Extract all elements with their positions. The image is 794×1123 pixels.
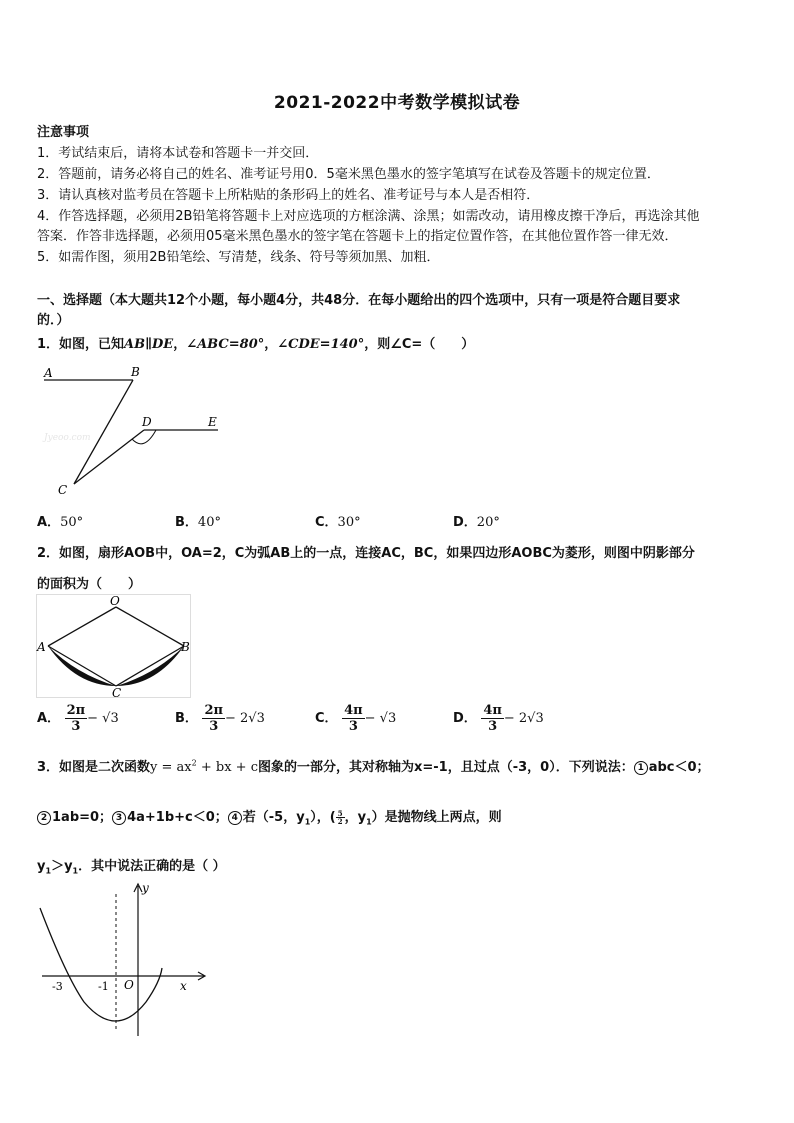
q3-mark-4: 4 bbox=[228, 811, 242, 825]
q2-option-a-frac bbox=[65, 703, 88, 734]
q2-option-b-num: 2π bbox=[204, 703, 224, 718]
q3-stem-3 bbox=[37, 855, 226, 876]
q2-stem-2: 的面积为（ ） bbox=[37, 577, 142, 592]
q3-label-minus3: -3 bbox=[52, 980, 63, 993]
q1-option-a-letter: A． bbox=[37, 515, 61, 530]
q2-option-c-letter: C． bbox=[315, 711, 338, 726]
q3-l3-sub1: 1 bbox=[45, 866, 52, 876]
q1-option-b-letter: B． bbox=[175, 515, 198, 530]
q3-s3-text: 4a+1b+c＜0； bbox=[127, 810, 228, 825]
q1-cond3: ∠CDE=140° bbox=[277, 337, 365, 352]
q2-line-oa bbox=[48, 607, 116, 646]
section-heading-cont: 的．） bbox=[37, 313, 70, 328]
q3-part2: 图象的一部分，其对称轴为x=-1，且过点（-3，0）．下列说法： bbox=[257, 760, 634, 775]
q2-option-c-den: 3 bbox=[348, 719, 358, 734]
q2-option-a-letter: A． bbox=[37, 711, 61, 726]
q3-l3-end: ．其中说法正确的是（ ） bbox=[78, 859, 226, 874]
q2-option-b-rest: − 2√3 bbox=[225, 711, 265, 726]
q2-label-o: O bbox=[110, 594, 120, 608]
q1-label-b: B bbox=[131, 365, 140, 379]
q3-stem-1 bbox=[37, 756, 710, 775]
q2-line-cb bbox=[116, 646, 184, 686]
page-title: 2021-2022中考数学模拟试卷 bbox=[273, 93, 521, 113]
q3-mark-1: 1 bbox=[634, 761, 648, 775]
q2-figure-frame bbox=[37, 595, 191, 698]
q3-s4-den: 2 bbox=[337, 817, 343, 826]
q2-option-d-rest: − 2√3 bbox=[503, 711, 544, 726]
q1-stem bbox=[37, 333, 474, 352]
q3-s4-frac bbox=[336, 810, 345, 825]
q3-l3-sub2: 1 bbox=[72, 866, 79, 876]
q1-line-bc bbox=[74, 380, 133, 484]
q3-stem-2 bbox=[37, 806, 502, 827]
notice-item-5: 5．如需作图，须用2B铅笔绘、写清楚，线条、符号等须加黑、加粗． bbox=[37, 250, 440, 265]
q1-suffix: ，则∠C=（ ） bbox=[364, 337, 475, 352]
q3-func-a: y = ax bbox=[150, 760, 192, 775]
q3-part1: 3．如图是二次函数 bbox=[37, 760, 151, 775]
q3-mark-3: 3 bbox=[112, 811, 126, 825]
q3-s1-text: abc＜0； bbox=[648, 760, 710, 775]
q2-option-c-frac bbox=[342, 703, 365, 734]
q2-option-b bbox=[175, 703, 265, 734]
q1-sep1: ， bbox=[173, 337, 187, 352]
q3-s4-sub1: 1 bbox=[304, 817, 311, 827]
q3-func-sup: 2 bbox=[191, 758, 197, 768]
notice-heading: 注意事项 bbox=[37, 125, 90, 140]
q3-label-x: x bbox=[180, 979, 187, 993]
q1-option-a bbox=[37, 511, 83, 530]
q3-figure bbox=[34, 876, 214, 1040]
q1-option-c bbox=[315, 511, 361, 530]
q2-option-a bbox=[37, 703, 119, 734]
q2-option-d-den: 3 bbox=[488, 719, 498, 734]
q3-func-b: + bx + c bbox=[196, 760, 258, 775]
q2-option-d-frac bbox=[481, 703, 504, 734]
notice-item-4: 4．作答选择题，必须用2B铅笔将答题卡上对应选项的方框涂满、涂黑；如需改动，请用橡皮擦干净后，再选涂其他 bbox=[37, 209, 700, 224]
q1-label-c: C bbox=[58, 483, 68, 497]
q2-option-b-den: 3 bbox=[209, 719, 219, 734]
q3-s2-text: 1ab=0； bbox=[52, 810, 113, 825]
q3-s4-end: ）是抛物线上两点，则 bbox=[371, 810, 502, 825]
q3-label-minus1: -1 bbox=[98, 980, 109, 993]
q3-s4-sub2: 1 bbox=[366, 817, 372, 827]
q2-option-b-letter: B． bbox=[175, 711, 198, 726]
q1-option-c-letter: C． bbox=[315, 515, 338, 530]
q2-option-b-frac bbox=[202, 703, 225, 734]
q1-option-b-text: 40° bbox=[197, 515, 221, 530]
q2-option-c-num: 4π bbox=[344, 703, 363, 718]
q3-s4-num: 5 bbox=[337, 809, 343, 818]
q2-option-a-rest: − √3 bbox=[87, 711, 119, 726]
q3-label-y: y bbox=[142, 881, 149, 895]
q2-stem-1: 2．如图，扇形AOB中，OA=2，C为弧AB上的一点，连接AC，BC，如果四边形AOBC为菱形，则图中阴影部分 bbox=[37, 546, 695, 561]
notice-item-4-cont: 答案．作答非选择题，必须用05毫米黑色墨水的签字笔在答题卡上的指定位置作答，在其他位置作答一律无效． bbox=[37, 229, 678, 244]
q3-parabola bbox=[40, 908, 162, 1021]
q2-option-c-rest: − √3 bbox=[364, 711, 397, 726]
q1-watermark: Jyeoo.com bbox=[44, 433, 91, 443]
q2-option-c bbox=[315, 703, 396, 734]
q2-label-a: A bbox=[37, 640, 46, 654]
q3-mark-2: 2 bbox=[37, 811, 51, 825]
q3-s4-mid2: ，y bbox=[344, 810, 367, 825]
q2-option-d bbox=[453, 703, 544, 734]
q2-option-d-num: 4π bbox=[483, 703, 502, 718]
q1-option-d bbox=[453, 511, 500, 530]
notice-item-2: 2．答题前，请务必将自己的姓名、准考证号用0．5毫米黑色墨水的签字笔填写在试卷及答题卡的规定位置． bbox=[37, 167, 660, 182]
q2-option-a-den: 3 bbox=[71, 719, 81, 734]
q1-cond2: ∠ABC=80° bbox=[186, 337, 265, 352]
notice-item-3: 3．请认真核对监考员在答题卡上所粘贴的条形码上的姓名、准考证号与本人是否相符． bbox=[37, 188, 540, 203]
notice-item-1: 1．考试结束后，请将本试卷和答题卡一并交回． bbox=[37, 146, 319, 161]
q1-cond1: AB∥DE bbox=[124, 337, 174, 352]
q2-option-a-num: 2π bbox=[66, 703, 86, 718]
q2-label-b: B bbox=[181, 640, 190, 654]
q3-s4-mid: ），( bbox=[310, 810, 336, 825]
q2-option-d-letter: D． bbox=[453, 711, 477, 726]
q1-option-a-text: 50° bbox=[60, 515, 84, 530]
q3-s4-text: 若（-5，y bbox=[242, 810, 305, 825]
q1-label-e: E bbox=[208, 415, 217, 429]
q2-line-ac bbox=[48, 646, 116, 686]
q1-option-d-letter: D． bbox=[453, 515, 477, 530]
q1-option-c-text: 30° bbox=[337, 515, 361, 530]
q1-option-d-text: 20° bbox=[476, 515, 500, 530]
q3-l3-y1: y bbox=[37, 859, 46, 874]
q2-figure bbox=[36, 594, 196, 700]
q3-label-o: O bbox=[124, 978, 134, 992]
q2-line-ob bbox=[116, 607, 184, 646]
q3-l3-gt: ＞y bbox=[51, 859, 73, 874]
section-heading: 一、选择题（本大题共12个小题，每小题4分，共48分．在每小题给出的四个选项中，只有一项是符合题目要求 bbox=[37, 293, 681, 308]
q1-label-a: A bbox=[44, 366, 53, 380]
q1-sep2: ， bbox=[264, 337, 278, 352]
q1-figure bbox=[36, 360, 236, 500]
q1-label-d: D bbox=[142, 415, 152, 429]
q3-func bbox=[150, 760, 258, 775]
q2-label-c: C bbox=[112, 686, 122, 700]
q1-option-b bbox=[175, 511, 221, 530]
q1-prefix: 1．如图，已知 bbox=[37, 337, 125, 352]
